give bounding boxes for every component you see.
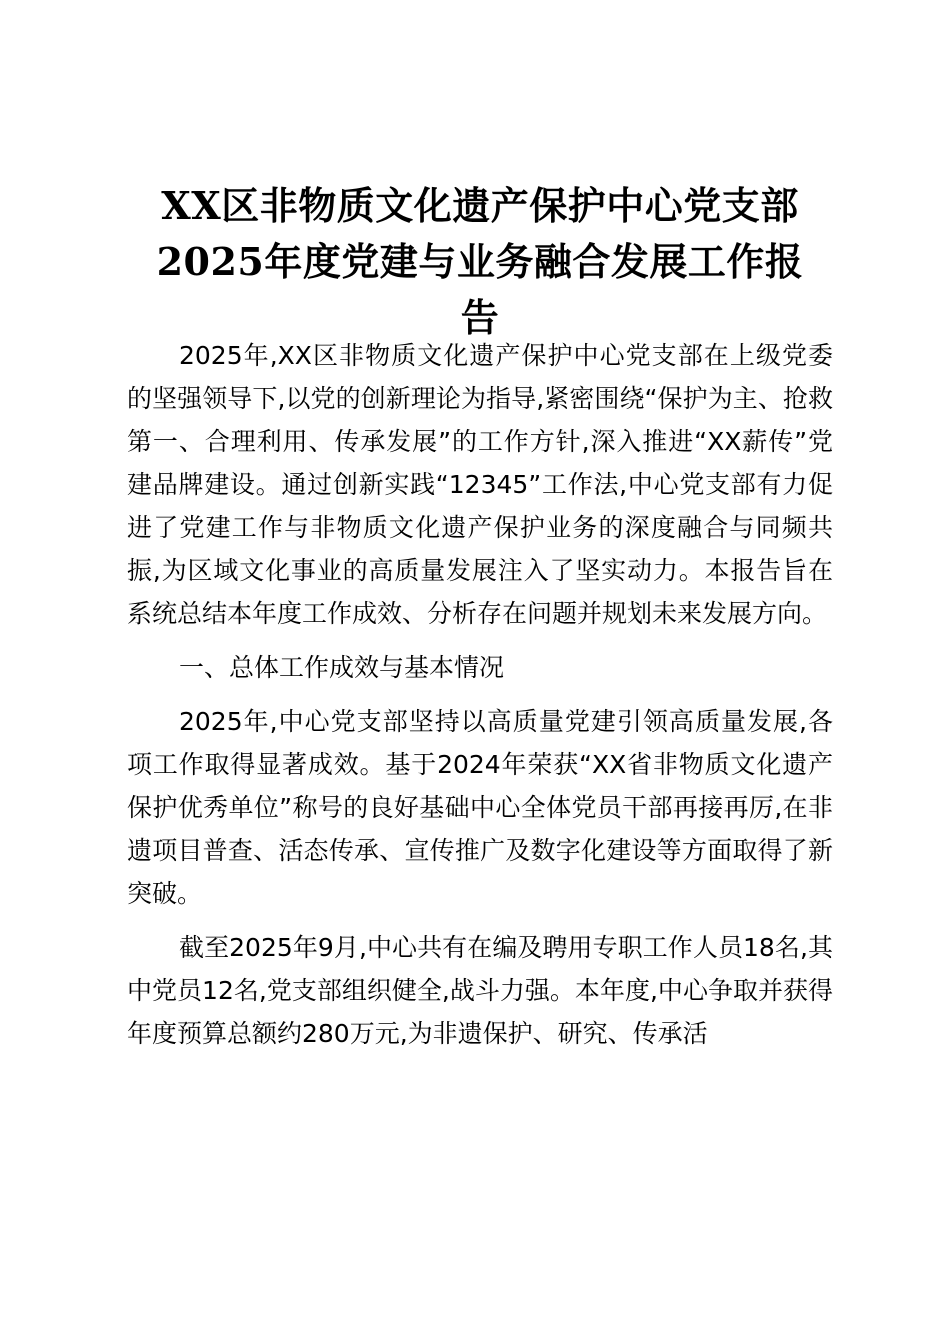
document-body [127, 334, 833, 1066]
title-line: 2025年度党建与业务融合发展工作报 [156, 239, 804, 284]
title-line: XX区非物质文化遗产保护中心党支部 [161, 183, 799, 228]
body-paragraph: 2025年,中心党支部坚持以高质量党建引领高质量发展,各项工作取得显著成效。基于2024年荣获“XX省非物质文化遗产保护优秀单位”称号的良好基础中心全体党员干部再接再厉,在非遗项目普查、活态传承、宣传推广及数字化建设等方面取得了新突破。 [127, 707, 833, 908]
section-heading: 一、总体工作成效与基本情况 [179, 653, 505, 682]
document-title [120, 178, 840, 346]
intro-paragraph: 2025年,XX区非物质文化遗产保护中心党支部在上级党委的坚强领导下,以党的创新理论为指导,紧密围绕“保护为主、抢救第一、合理利用、传承发展”的工作方针,深入推进“XX薪传”党建品牌建设。通过创新实践“12345”工作法,中心党支部有力促进了党建工作与非物质文化遗产保护业务的深度融合与同频共振,为区域文化事业的高质量发展注入了坚实动力。本报告旨在系统总结本年度工作成效、分析存在问题并规划未来发展方向。 [127, 341, 833, 628]
body-paragraph: 截至2025年9月,中心共有在编及聘用专职工作人员18名,其中党员12名,党支部组织健全,战斗力强。本年度,中心争取并获得年度预算总额约280万元,为非遗保护、研究、传承活 [127, 933, 833, 1048]
title-line: 告 [460, 295, 500, 340]
